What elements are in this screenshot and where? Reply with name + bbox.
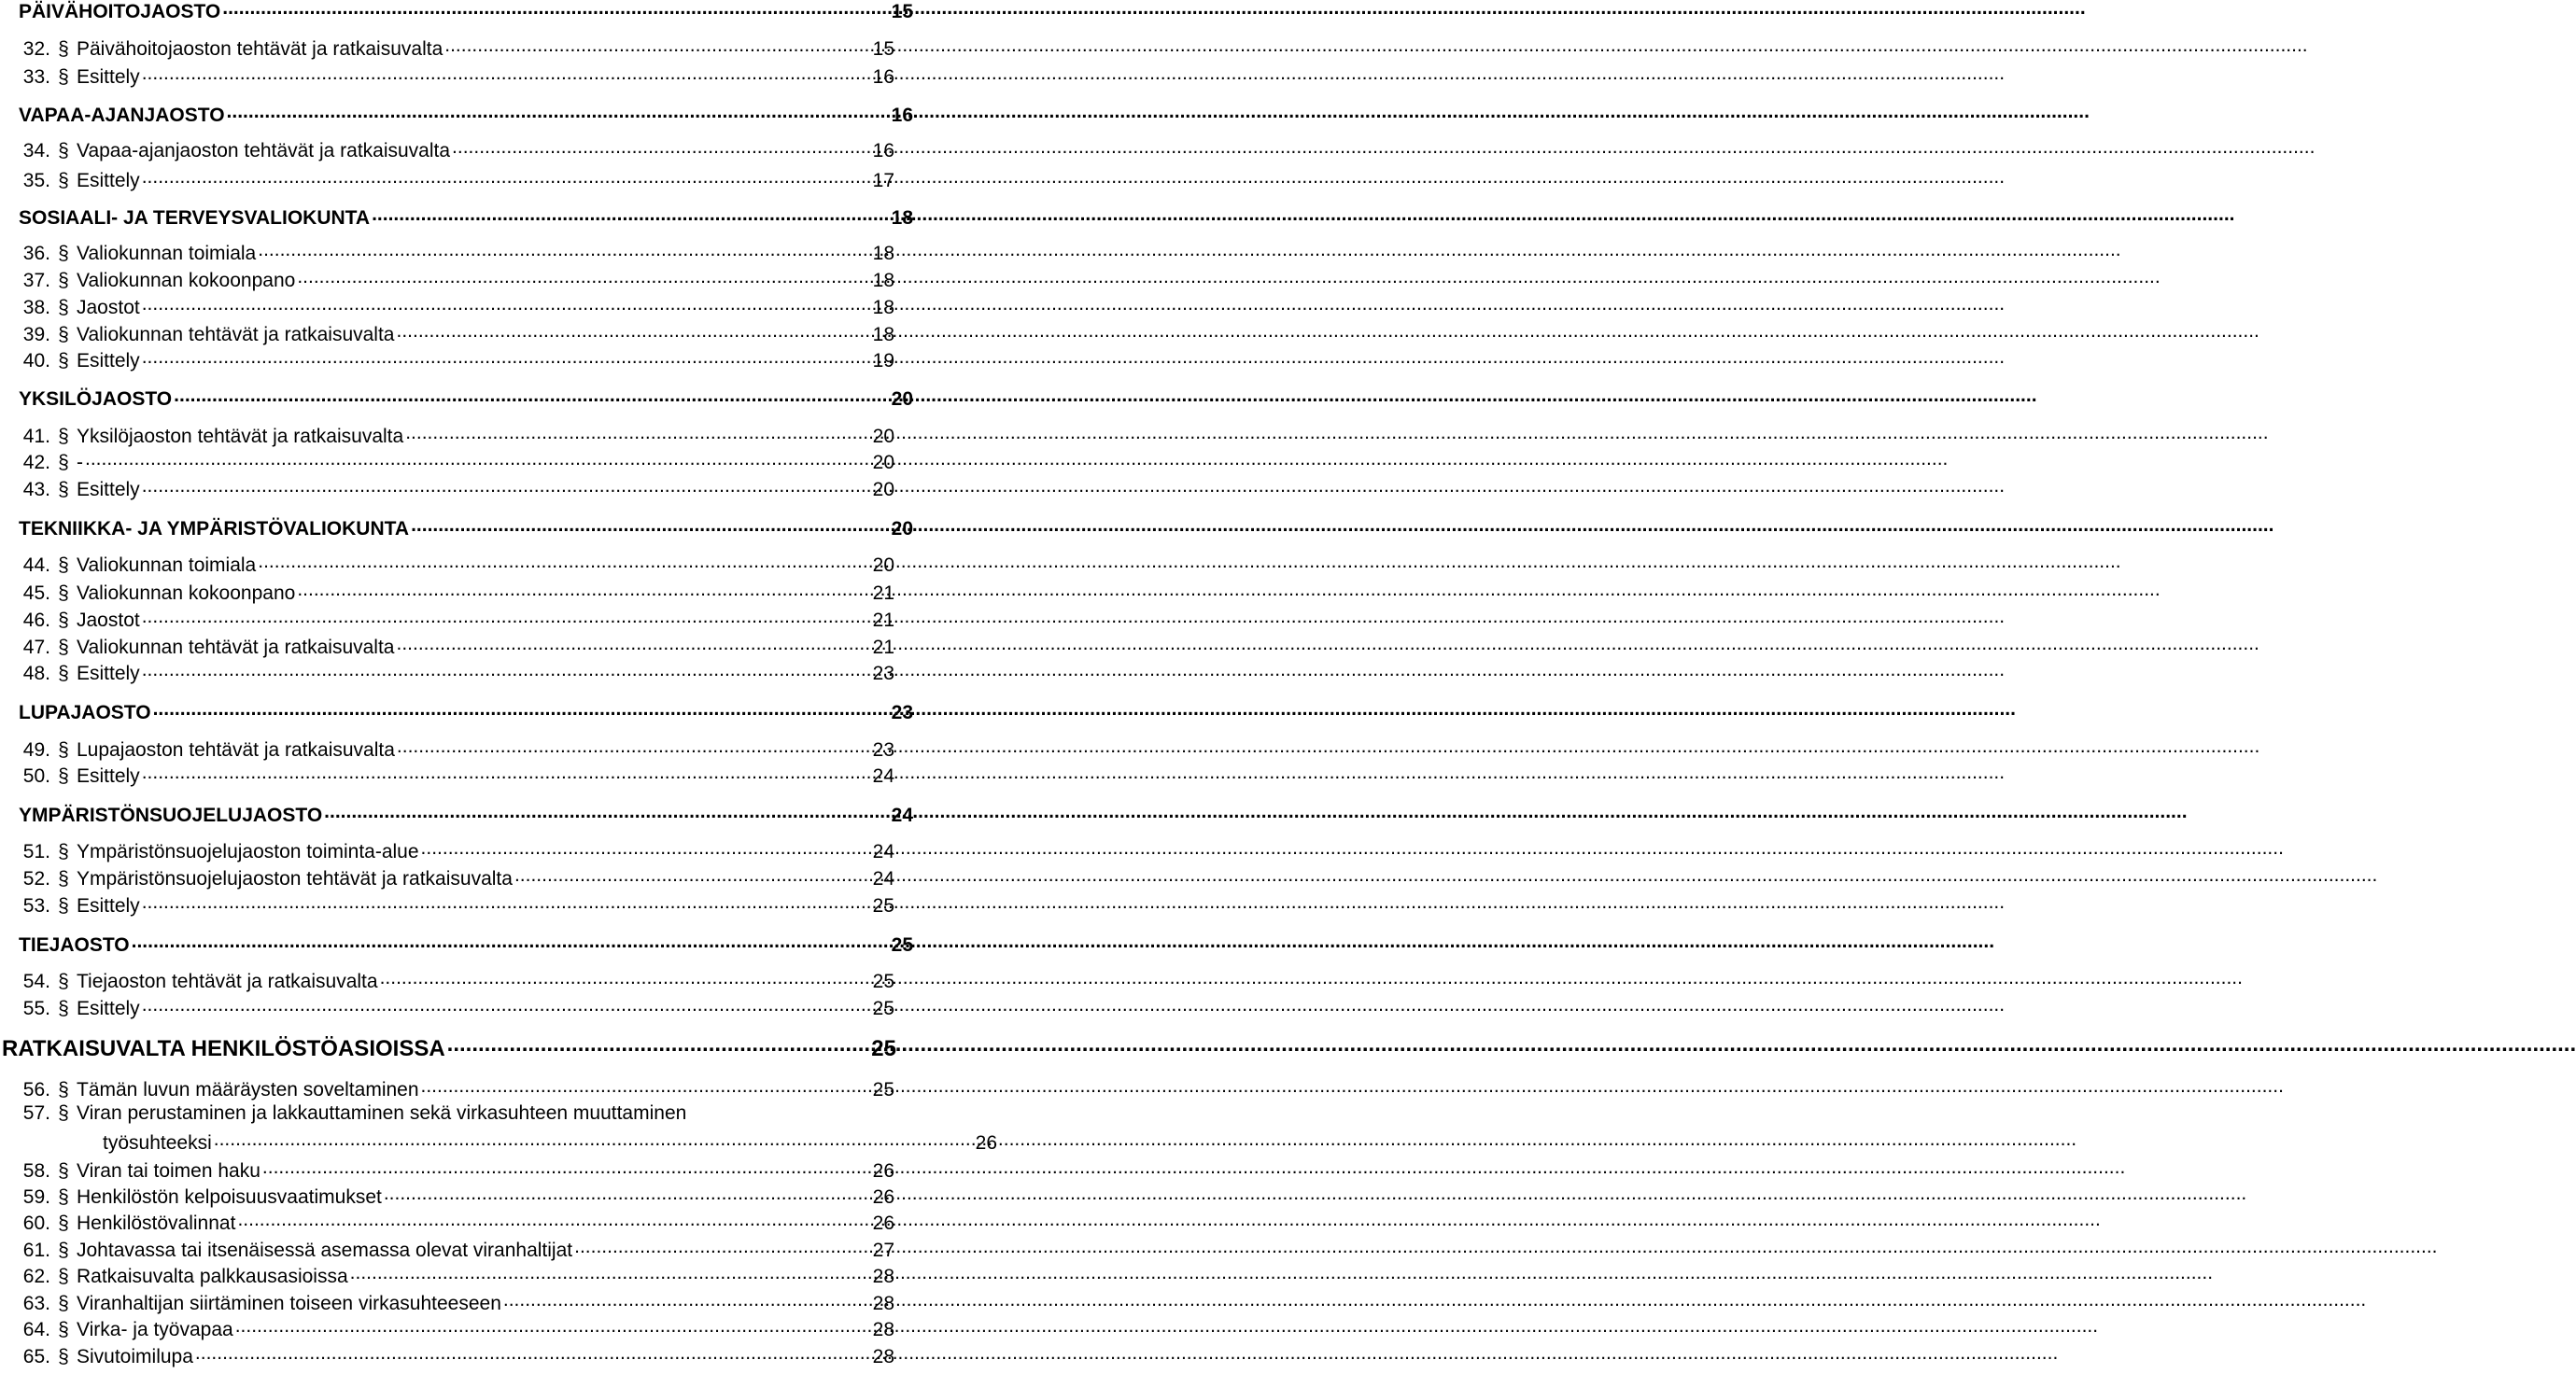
section-symbol: § [58,1346,69,1367]
section-symbol: § [58,637,69,658]
dot-leader [405,423,870,442]
page-number: 20 [872,554,894,576]
entry-title: Viran perustaminen ja lakkauttaminen sekä virkasuhteen muuttaminen [77,1102,687,1124]
section-symbol: § [58,1213,69,1234]
section-symbol: § [58,1266,69,1287]
entry-number: 36. [22,243,50,264]
entry-title: Esittely [77,479,140,500]
dot-leader [411,515,890,535]
dot-leader [142,63,871,83]
dot-leader [142,660,871,680]
entry-title: PÄIVÄHOITOJAOSTO [19,1,221,22]
entry-title: Esittely [77,765,140,787]
toc-entry [0,63,896,87]
entry-number: 44. [22,554,50,576]
entry-number: 63. [22,1293,50,1314]
toc-entry [0,0,915,21]
page-number: 17 [872,170,894,191]
entry-title: Valiokunnan kokoonpano [77,270,296,291]
entry-title: VAPAA-AJANJAOSTO [19,105,225,126]
toc-entry [0,838,896,862]
dot-leader [324,802,889,821]
entry-title: Jaostot [77,610,140,631]
section-symbol: § [58,140,69,161]
page-number: 18 [872,297,894,318]
dot-leader [421,838,871,858]
entry-number: 46. [22,610,50,631]
toc-entry [0,736,896,760]
dot-leader [447,1033,870,1056]
toc-entry [0,423,896,446]
entry-title: Esittely [77,998,140,1019]
entry-number: 48. [22,663,50,684]
section-symbol: § [58,452,69,473]
entry-number: 43. [22,479,50,500]
toc-entry [0,1076,896,1100]
toc-entry [0,968,896,991]
entry-title: Valiokunnan tehtävät ja ratkaisuvalta [77,324,395,345]
page-number: 20 [872,452,894,473]
dot-leader [397,634,871,653]
page-number: 25 [872,895,894,917]
entry-number: 54. [22,971,50,992]
dot-leader [142,476,871,496]
dot-leader [350,1263,871,1283]
entry-number: 35. [22,170,50,191]
page-number: 15 [872,38,894,60]
toc-entry [0,660,896,683]
entry-title: SOSIAALI- JA TERVEYSVALIOKUNTA [19,207,371,229]
page-number: 23 [872,663,894,684]
section-symbol: § [58,739,69,761]
dot-leader [195,1343,871,1363]
dot-leader [174,386,889,405]
section-symbol: § [58,350,69,372]
toc-entry [0,1103,896,1123]
toc-entry [0,347,896,371]
page-number: 26 [872,1160,894,1182]
toc-entry [0,802,915,825]
entry-title: - [77,452,83,473]
page-number: 20 [872,479,894,500]
page-number: 18 [872,270,894,291]
section-symbol: § [58,765,69,787]
section-symbol: § [58,610,69,631]
toc-entry [0,294,896,317]
toc-entry [0,1316,896,1339]
page-number: 20 [891,388,913,410]
entry-number: 55. [22,998,50,1019]
toc-entry [0,137,896,161]
dot-leader [258,240,870,259]
entry-title: YMPÄRISTÖNSUOJELUJAOSTO [19,805,323,826]
entry-number: 39. [22,324,50,345]
page-number: 20 [872,426,894,447]
entry-title: Vapaa-ajanjaoston tehtävät ja ratkaisuvalta [77,140,451,161]
page-number: 24 [891,805,913,826]
toc-entry [0,1129,999,1153]
entry-number: 42. [22,452,50,473]
dot-leader [227,102,890,121]
toc-entry [0,932,915,955]
dot-leader [142,763,871,782]
toc-entry [0,699,915,722]
entry-title: työsuhteeksi [103,1132,212,1154]
section-symbol: § [58,663,69,684]
dot-leader [380,968,871,988]
section-symbol: § [58,324,69,345]
toc-entry [0,167,896,190]
entry-number: 52. [22,868,50,890]
entry-number: 37. [22,270,50,291]
page-number: 18 [872,324,894,345]
toc-entry [0,102,915,125]
page-number: 16 [872,66,894,88]
toc-entry [0,515,915,539]
dot-leader [421,1076,871,1096]
dot-leader [297,267,870,287]
entry-title: Päivähoitojaoston tehtävät ja ratkaisuvalta [77,38,443,60]
dot-leader [384,1184,871,1203]
entry-title: Henkilöstövalinnat [77,1213,236,1234]
entry-number: 61. [22,1240,50,1261]
entry-number: 53. [22,895,50,917]
entry-title: Yksilöjaoston tehtävät ja ratkaisuvalta [77,426,404,447]
dot-leader [214,1129,974,1149]
page-number: 24 [872,868,894,890]
section-symbol: § [58,66,69,88]
entry-number: 34. [22,140,50,161]
entry-title: Lupajaoston tehtävät ja ratkaisuvalta [77,739,395,761]
entry-number: 58. [22,1160,50,1182]
dot-leader [262,1157,871,1177]
toc-entry [0,607,896,630]
entry-number: 60. [22,1213,50,1234]
section-symbol: § [58,868,69,890]
page-number: 18 [891,207,913,229]
page-number: 25 [872,971,894,992]
entry-title: Esittely [77,170,140,191]
entry-number: 40. [22,350,50,372]
section-symbol: § [58,1319,69,1340]
entry-number: 51. [22,841,50,862]
entry-title: Ympäristönsuojelujaoston toiminta-alue [77,841,419,862]
toc-entry [0,240,896,263]
dot-leader [142,167,871,187]
entry-title: TIEJAOSTO [19,934,130,956]
page-number: 21 [872,610,894,631]
toc-entry [0,1157,896,1181]
entry-title: Tämän luvun määräysten soveltaminen [77,1079,419,1101]
entry-number: 62. [22,1266,50,1287]
page-number: 25 [871,1036,896,1061]
toc-entry [0,1343,896,1367]
entry-title: Ympäristönsuojelujaoston tehtävät ja ratkaisuvalta [77,868,513,890]
toc-entry [0,634,896,657]
page-number: 23 [891,702,913,723]
entry-number: 32. [22,38,50,60]
section-symbol: § [58,1240,69,1261]
entry-title: Valiokunnan tehtävät ja ratkaisuvalta [77,637,395,658]
section-symbol: § [58,998,69,1019]
section-symbol: § [58,479,69,500]
dot-leader [235,1316,871,1336]
dot-leader [503,1290,871,1310]
entry-title: RATKAISUVALTA HENKILÖSTÖASIOISSA [2,1036,445,1061]
page-number: 16 [891,105,913,126]
entry-number: 64. [22,1319,50,1340]
toc-entry [0,1184,896,1207]
entry-title: YKSILÖJAOSTO [19,388,173,410]
entry-number: 49. [22,739,50,761]
toc-entry [0,267,896,290]
toc-entry [0,321,896,344]
page-number: 24 [872,841,894,862]
entry-number: 65. [22,1346,50,1367]
section-symbol: § [58,38,69,60]
entry-title: Valiokunnan kokoonpano [77,582,296,604]
toc-entry [0,1290,896,1313]
page-number: 25 [872,1079,894,1101]
dot-leader [514,865,871,885]
dot-leader [444,35,870,55]
dot-leader [372,204,890,224]
dot-leader [142,995,871,1015]
dot-leader [297,580,870,599]
page-number: 19 [872,350,894,372]
toc-entry [0,449,896,472]
dot-leader [452,137,871,157]
entry-title: Virka- ja työvapaa [77,1319,233,1340]
section-symbol: § [58,1293,69,1314]
page-number: 18 [872,243,894,264]
entry-number: 41. [22,426,50,447]
section-symbol: § [58,243,69,264]
entry-title: Tiejaoston tehtävät ja ratkaisuvalta [77,971,378,992]
section-symbol: § [58,270,69,291]
entry-title: LUPAJAOSTO [19,702,151,723]
section-symbol: § [58,297,69,318]
toc-entry [0,763,896,786]
section-symbol: § [58,1102,69,1124]
entry-number: 33. [22,66,50,88]
page-number: 16 [872,140,894,161]
toc-entry [0,552,896,575]
dot-leader [397,321,871,341]
entry-title: TEKNIIKKA- JA YMPÄRISTÖVALIOKUNTA [19,518,410,540]
page-number: 15 [891,1,913,22]
entry-number: 59. [22,1186,50,1208]
toc-entry [0,35,896,59]
entry-title: Sivutoimilupa [77,1346,193,1367]
toc-entry [0,865,896,889]
dot-leader [142,892,871,912]
page-number: 28 [872,1319,894,1340]
section-symbol: § [58,971,69,992]
entry-title: Johtavassa tai itsenäisessä asemassa olevat viranhaltijat [77,1240,573,1261]
entry-title: Esittely [77,663,140,684]
page-number: 20 [891,518,913,540]
section-symbol: § [58,170,69,191]
page-number: 26 [872,1213,894,1234]
toc-entry [0,1210,896,1233]
entry-title: Esittely [77,350,140,372]
page-number: 28 [872,1266,894,1287]
toc-entry [0,1033,898,1060]
page-number: 25 [891,934,913,956]
page-number: 23 [872,739,894,761]
section-symbol: § [58,1160,69,1182]
dot-leader [222,0,889,18]
entry-title: Viranhaltijan siirtäminen toiseen virkasuhteeseen [77,1293,501,1314]
page-number: 21 [872,582,894,604]
toc-entry [0,1263,896,1286]
dot-leader [237,1210,870,1229]
page-number: 27 [872,1240,894,1261]
section-symbol: § [58,895,69,917]
section-symbol: § [58,1186,69,1208]
entry-number: 45. [22,582,50,604]
entry-title: Viran tai toimen haku [77,1160,260,1182]
page-number: 26 [975,1132,997,1154]
page-number: 28 [872,1346,894,1367]
dot-leader [258,552,870,571]
page-number: 28 [872,1293,894,1314]
dot-leader [142,607,871,626]
section-symbol: § [58,841,69,862]
dot-leader [132,932,890,951]
dot-leader [85,449,871,469]
entry-number: 50. [22,765,50,787]
toc-entry [0,995,896,1018]
toc-entry [0,204,915,228]
section-symbol: § [58,554,69,576]
toc-entry [0,1237,896,1260]
entry-number: 57. [22,1102,50,1124]
page-number: 24 [872,765,894,787]
dot-leader [142,347,871,367]
entry-number: 47. [22,637,50,658]
toc-entry [0,580,896,603]
page-number: 26 [872,1186,894,1208]
entry-title: Jaostot [77,297,140,318]
dot-leader [397,736,871,756]
page-number: 21 [872,637,894,658]
toc-entry [0,892,896,916]
entry-title: Ratkaisuvalta palkkausasioissa [77,1266,348,1287]
section-symbol: § [58,426,69,447]
entry-title: Valiokunnan toimiala [77,243,257,264]
entry-title: Henkilöstön kelpoisuusvaatimukset [77,1186,382,1208]
entry-title: Esittely [77,895,140,917]
dot-leader [574,1237,871,1256]
table-of-contents [0,0,997,1374]
dot-leader [142,294,871,314]
toc-entry [0,386,915,409]
entry-title: Esittely [77,66,140,88]
dot-leader [153,699,890,719]
page-number: 25 [872,998,894,1019]
entry-title: Valiokunnan toimiala [77,554,257,576]
section-symbol: § [58,582,69,604]
entry-number: 56. [22,1079,50,1101]
entry-number: 38. [22,297,50,318]
toc-entry [0,476,896,499]
section-symbol: § [58,1079,69,1101]
